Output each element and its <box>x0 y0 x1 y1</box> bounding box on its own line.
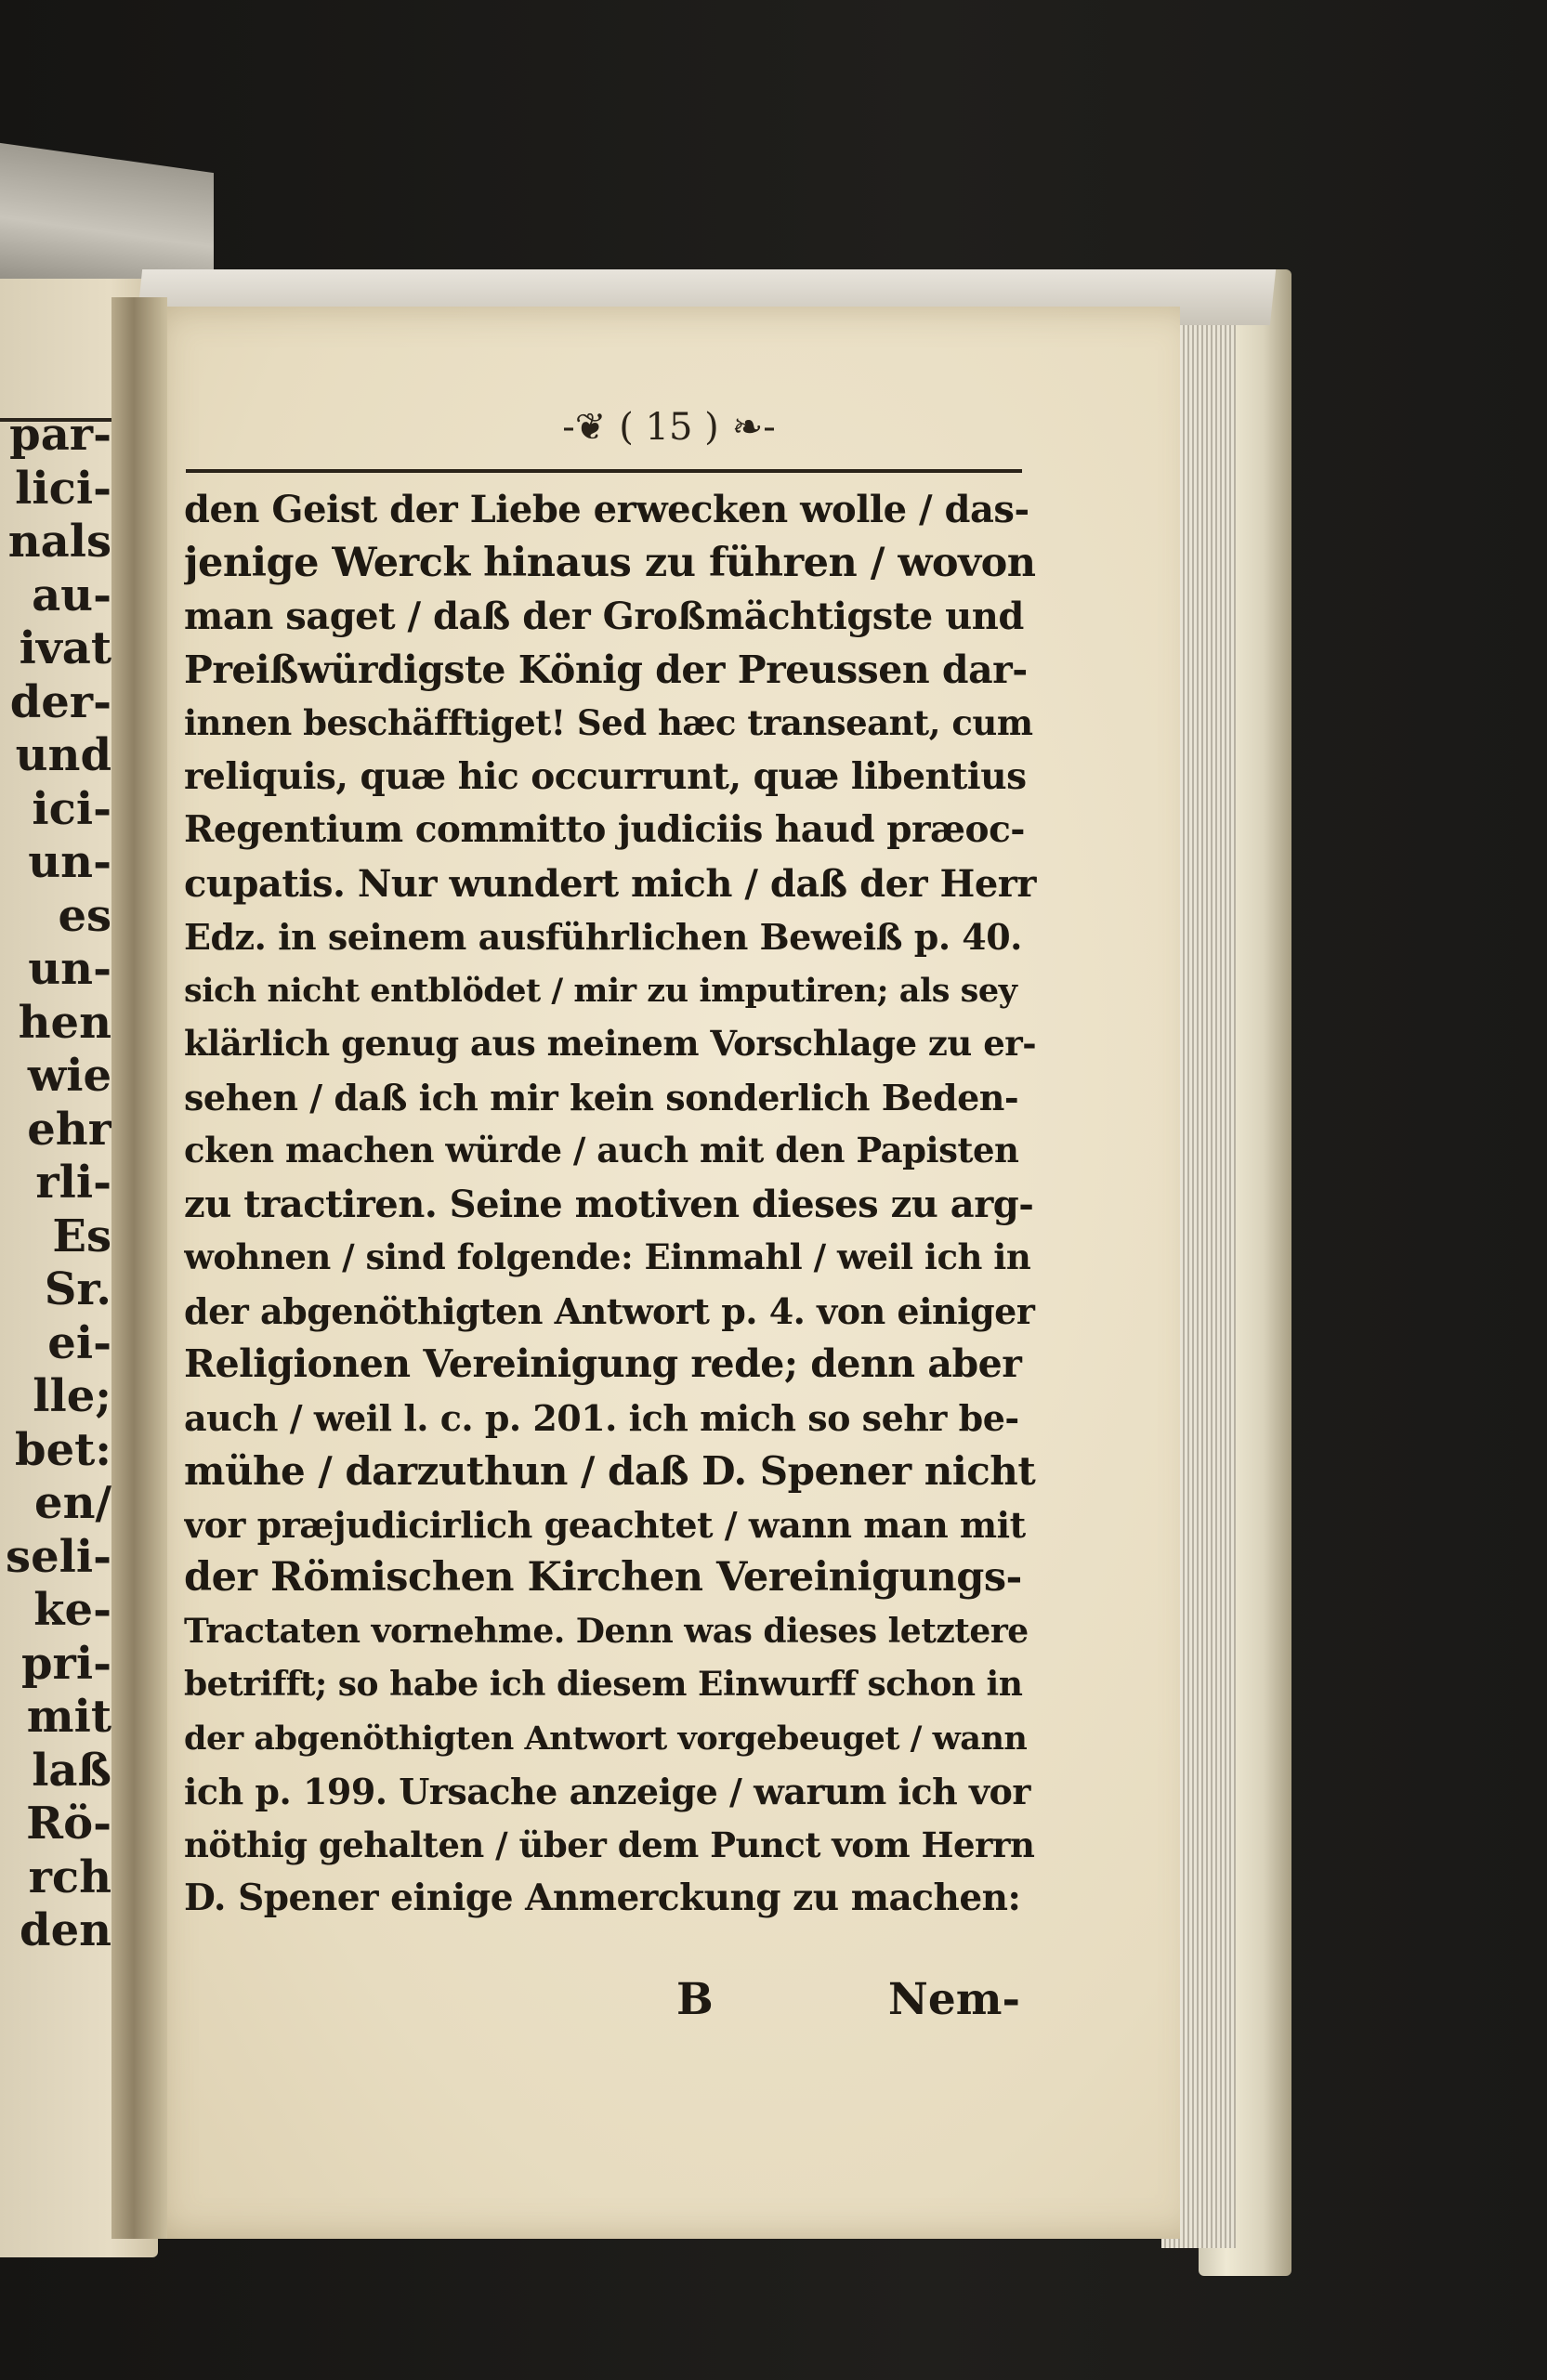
left-page-fragment: rch <box>28 1850 111 1903</box>
header-rule <box>186 469 1022 473</box>
left-page-fragment: ivat <box>19 622 111 674</box>
text-line: auch / weil l. c. p. 201. ich mich so sehr be- <box>184 1396 1019 1439</box>
text-line: klärlich genug aus meinem Vorschlage zu er- <box>184 1023 1037 1064</box>
text-line: mühe / darzuthun / daß D. Spener nicht <box>184 1448 1036 1494</box>
left-page-fragment: ke- <box>33 1584 111 1636</box>
text-line: D. Spener einige Anmerckung zu machen: <box>184 1877 1021 1919</box>
text-line: Regentium committo judiciis haud præoc- <box>184 808 1025 851</box>
text-line: Tractaten vornehme. Denn was dieses letztere <box>184 1611 1029 1651</box>
left-page-fragment: rli- <box>35 1157 111 1209</box>
page-footer <box>184 1974 1039 2030</box>
left-page-fragment: den <box>20 1904 111 1956</box>
text-line: man saget / daß der Großmächtigste und <box>184 595 1024 638</box>
text-line: der abgenöthigten Antwort p. 4. von einiger <box>184 1289 1035 1332</box>
signature-mark: B <box>676 1974 714 2025</box>
left-page-fragment: Rö- <box>26 1798 111 1850</box>
ornament-left-icon: -❦ <box>562 406 607 449</box>
text-line: der abgenöthigten Antwort vorgebeuget / wann <box>184 1719 1028 1758</box>
text-line: jenige Werck hinaus zu führen / wovon <box>184 539 1036 586</box>
left-page-fragment: Sr. <box>44 1263 111 1315</box>
left-page-fragment: ehr <box>27 1103 111 1156</box>
left-page-fragment: pri- <box>20 1637 111 1690</box>
left-page-fragment: seli- <box>6 1530 111 1583</box>
text-line: innen beschäfftiget! Sed hæc transeant, cum <box>184 702 1033 743</box>
left-page-fragment: lici- <box>15 462 111 515</box>
left-page-fragment: es <box>58 889 111 942</box>
text-line: der Römischen Kirchen Vereinigungs- <box>184 1554 1022 1601</box>
book-gutter <box>111 297 167 2239</box>
text-line: reliquis, quæ hic occurrunt, quæ libentius <box>184 754 1027 798</box>
left-page-fragment: ei- <box>47 1316 111 1369</box>
text-line: den Geist der Liebe erwecken wolle / das- <box>184 488 1029 531</box>
left-page-fragment: und <box>15 729 111 781</box>
left-page-fragment: par- <box>9 409 111 461</box>
left-page-fragment: un- <box>28 943 111 995</box>
left-page-fragment: en/ <box>34 1477 111 1529</box>
text-line: sich nicht entblödet / mir zu imputiren; als sey <box>184 971 1017 1010</box>
page-body <box>184 483 1039 1926</box>
text-line: Edz. in seinem ausführlichen Beweiß p. 40. <box>184 916 1022 958</box>
left-page-fragment: ici- <box>32 782 111 835</box>
text-line: betrifft; so habe ich diesem Einwurff schon in <box>184 1665 1023 1704</box>
text-line: Religionen Vereinigung rede; denn aber <box>184 1341 1022 1386</box>
page-header <box>474 399 864 455</box>
text-line: cken machen würde / auch mit den Papisten <box>184 1130 1019 1170</box>
left-page-fragment: Es <box>52 1210 111 1262</box>
left-page-fragment: laß <box>32 1744 111 1797</box>
text-line: wohnen / sind folgende: Einmahl / weil ich in <box>184 1236 1031 1277</box>
text-line: nöthig gehalten / über dem Punct vom Herrn <box>184 1824 1035 1865</box>
text-line: ich p. 199. Ursache anzeige / warum ich vor <box>184 1771 1030 1812</box>
left-page-fragment: hen <box>18 996 111 1049</box>
left-page-fragment: bet: <box>15 1423 111 1476</box>
left-page-fragment: lle; <box>33 1370 111 1422</box>
left-page-fragment: wie <box>27 1050 111 1102</box>
left-page-fragment: mit <box>26 1691 111 1743</box>
text-line: sehen / daß ich mir kein sonderlich Beden- <box>184 1076 1019 1118</box>
ornament-right-icon: ❧- <box>731 406 776 449</box>
page-number: ( 15 ) <box>619 406 719 449</box>
left-page-text <box>0 409 119 1958</box>
text-line: vor præjudicirlich geachtet / wann man mit <box>184 1503 1026 1546</box>
text-line: zu tractiren. Seine motiven dieses zu arg- <box>184 1182 1034 1226</box>
left-page-fragment: au- <box>32 569 111 621</box>
text-line: Preißwürdigste König der Preussen dar- <box>184 647 1028 692</box>
left-page-fragment: der- <box>9 675 111 728</box>
catchword: Nem- <box>887 1974 1020 2025</box>
text-line: cupatis. Nur wundert mich / daß der Herr <box>184 861 1036 906</box>
left-page-fragment: un- <box>28 836 111 888</box>
left-page-fragment: nals <box>7 516 111 568</box>
